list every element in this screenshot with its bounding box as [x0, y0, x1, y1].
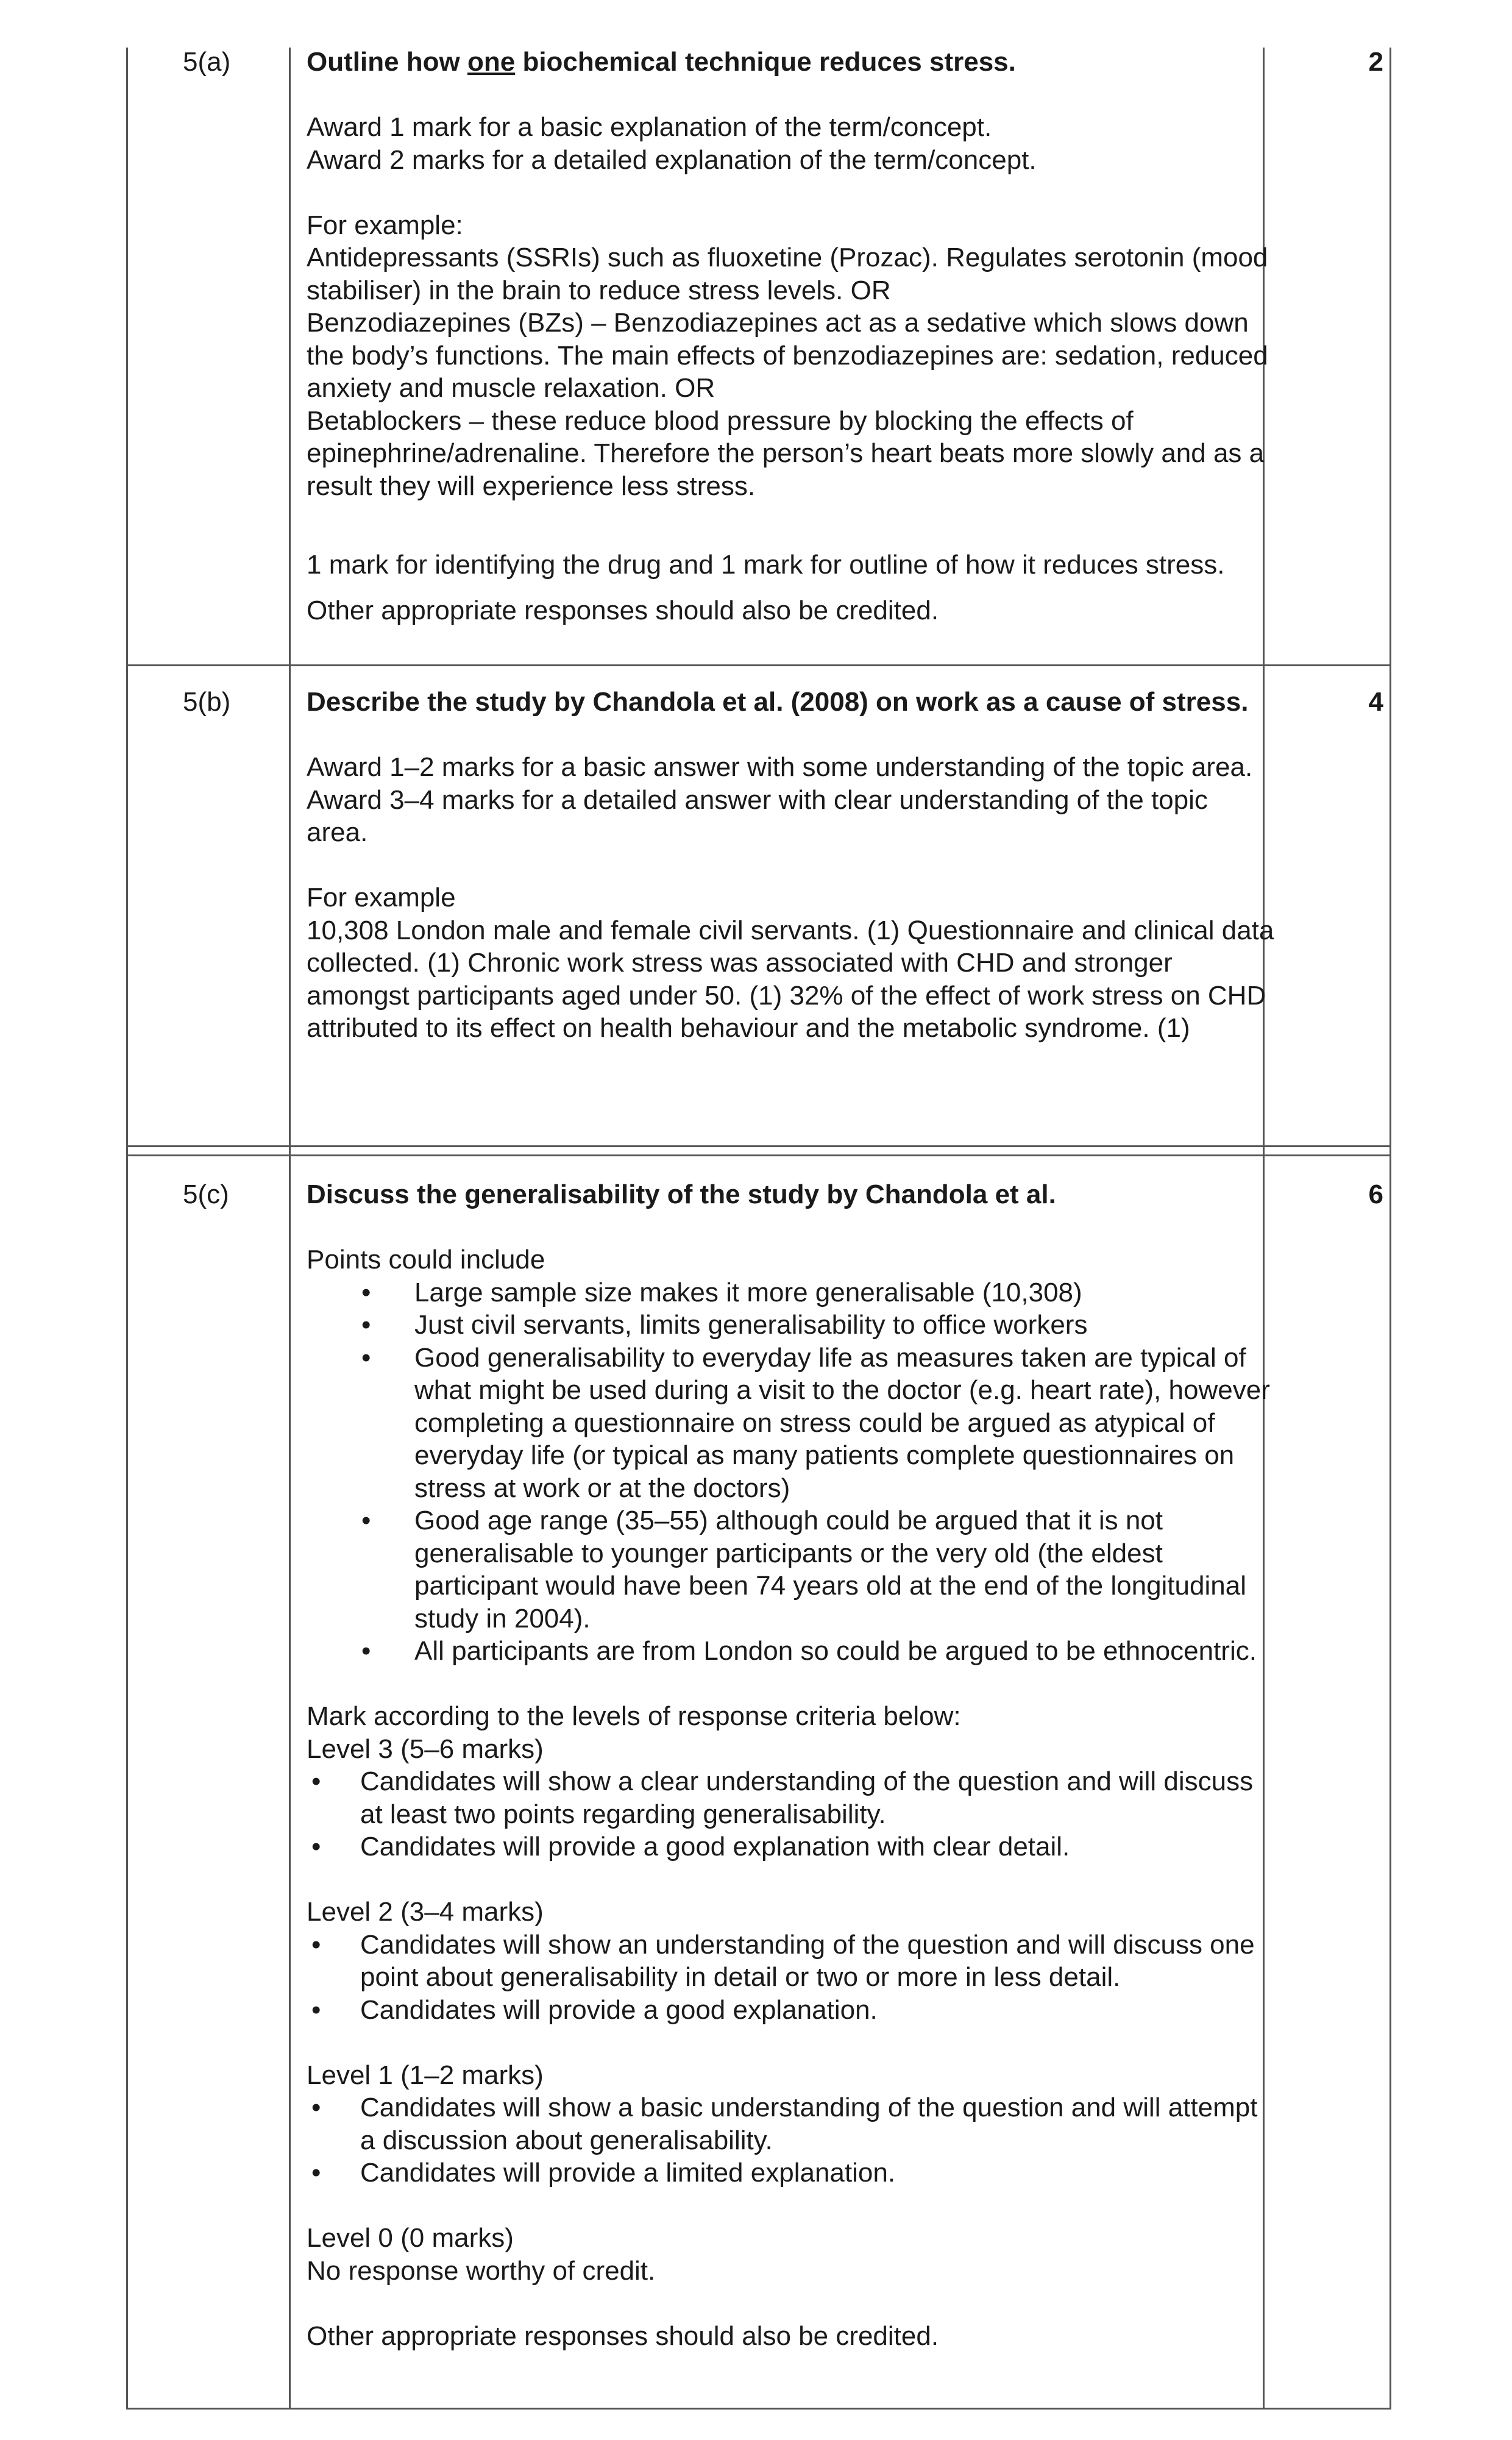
- question-number-5c: 5(c): [183, 1179, 229, 1209]
- criterion-text: Candidates will show a clear understanding of the question and will discuss at least two points regarding generalisability.: [360, 1766, 1254, 1829]
- example-betablockers: Betablockers – these reduce blood pressure by blocking the effects of epinephrine/adrenaline. Therefore the person’s heart beats more slowly and as a result they will experience less stress.: [307, 405, 1265, 501]
- example-text: 10,308 London male and female civil servants. (1) Questionnaire and clinical data collected. (1) Chronic work stress was associated with CHD and stronger amongst participants aged under 50. (1) 32% of the effect of work stress on CHD attributed to its effect on health behaviour and the metabolic syndrome. (1): [307, 915, 1274, 1043]
- criterion-text: Candidates will provide a limited explanation.: [360, 2158, 896, 2188]
- level-criterion: [307, 1929, 1276, 1994]
- marks-5a: 2: [1368, 47, 1383, 77]
- point-text: Good age range (35–55) although could be argued that it is not generalisable to younger participants or the very old (the eldest participant would have been 74 years old at the end of the longitudinal study in 2004).: [414, 1506, 1246, 1634]
- bullet-icon: •: [311, 1994, 321, 2025]
- award-line-1: Award 1 mark for a basic explanation of the term/concept.: [307, 112, 992, 142]
- points-heading: Points could include: [307, 1245, 545, 1275]
- mark-note: 1 mark for identifying the drug and 1 mark for outline of how it reduces stress.: [307, 549, 1225, 580]
- level-criterion: [307, 2157, 1276, 2189]
- other-responses-note: Other appropriate responses should also be credited.: [307, 2321, 939, 2351]
- criterion-text: Candidates will show an understanding of the question and will discuss one point about generalisability in detail or two or more in less detail.: [360, 1929, 1255, 1992]
- point-item: [307, 1276, 1276, 1309]
- point-item: [307, 1342, 1276, 1505]
- bullet-icon: •: [361, 1277, 371, 1307]
- table-border-left: [126, 48, 128, 2410]
- point-item: [307, 1504, 1276, 1635]
- level-criterion: [307, 1830, 1276, 1863]
- bullet-icon: •: [361, 1506, 371, 1535]
- point-text: All participants are from London so could be argued to be ethnocentric.: [414, 1636, 1257, 1666]
- bullet-icon: •: [361, 1342, 371, 1373]
- bullet-icon: •: [361, 1310, 371, 1340]
- answer-cell-5a: [307, 46, 1276, 627]
- criterion-text: Candidates will provide a good explanation.: [360, 1994, 878, 2025]
- bullet-icon: •: [311, 1766, 321, 1796]
- level-0-text: No response worthy of credit.: [307, 2255, 656, 2286]
- level-heading: Level 0 (0 marks): [307, 2223, 514, 2253]
- levels-intro: Mark according to the levels of response criteria below:: [307, 1701, 961, 1731]
- point-item: [307, 1635, 1276, 1668]
- answer-cell-5c: [307, 1178, 1276, 2352]
- point-text: Large sample size makes it more generalisable (10,308): [414, 1277, 1082, 1307]
- award-line-2: Award 2 marks for a detailed explanation of the term/concept.: [307, 144, 1037, 175]
- criterion-text: Candidates will show a basic understanding of the question and will attempt a discussion about generalisability.: [360, 2093, 1258, 2155]
- table-column-divider-question: [289, 48, 291, 2410]
- row-divider-5b-5c-upper: [126, 1145, 1391, 1147]
- question-title-5c: Discuss the generalisability of the study by Chandola et al.: [307, 1179, 1056, 1209]
- criterion-text: Candidates will provide a good explanation with clear detail.: [360, 1832, 1070, 1862]
- award-line-1: Award 1–2 marks for a basic answer with some understanding of the topic area.: [307, 752, 1253, 782]
- bullet-icon: •: [311, 2093, 321, 2122]
- question-number-5b: 5(b): [183, 687, 231, 717]
- marks-5c: 6: [1368, 1179, 1383, 1209]
- row-divider-5a-5b: [126, 664, 1391, 666]
- award-line-2: Award 3–4 marks for a detailed answer with clear understanding of the topic area.: [307, 784, 1208, 847]
- question-title-5b: Describe the study by Chandola et al. (2008) on work as a cause of stress.: [307, 687, 1249, 717]
- point-item: [307, 1309, 1276, 1342]
- other-responses-note: Other appropriate responses should also be credited.: [307, 596, 939, 625]
- level-criterion: [307, 2091, 1276, 2157]
- example-heading: For example:: [307, 210, 463, 240]
- marks-5b: 4: [1368, 687, 1383, 717]
- question-title-5a-pre: Outline how: [307, 47, 467, 77]
- example-benzodiazepines: Benzodiazepines (BZs) – Benzodiazepines act as a sedative which slows down the body’s functions. The main effects of benzodiazepines are: sedation, reduced anxiety and muscle relaxation. OR: [307, 308, 1268, 403]
- example-heading: For example: [307, 883, 456, 912]
- question-title-5a-underlined: one: [467, 47, 516, 77]
- bullet-icon: •: [311, 2158, 321, 2188]
- level-heading: Level 2 (3–4 marks): [307, 1897, 544, 1927]
- point-text: Just civil servants, limits generalisability to office workers: [414, 1310, 1088, 1340]
- question-title-5a-post: biochemical technique reduces stress.: [515, 47, 1016, 77]
- table-border-bottom: [126, 2408, 1391, 2410]
- bullet-icon: •: [361, 1636, 371, 1666]
- answer-cell-5b: [307, 686, 1276, 1045]
- row-divider-5b-5c-lower: [126, 1154, 1391, 1156]
- bullet-icon: •: [311, 1929, 321, 1960]
- level-criterion: [307, 1994, 1276, 2027]
- level-criterion: [307, 1765, 1276, 1830]
- question-number-5a: 5(a): [183, 47, 231, 77]
- bullet-icon: •: [311, 1832, 321, 1862]
- question-title-5a: [307, 46, 1276, 79]
- level-heading: Level 3 (5–6 marks): [307, 1734, 544, 1764]
- level-heading: Level 1 (1–2 marks): [307, 2060, 544, 2090]
- point-text: Good generalisability to everyday life as measures taken are typical of what might be used during a visit to the doctor (e.g. heart rate), however completing a questionnaire on stress could be argued as atypical of everyday life (or typical as many patients complete questionnaires on stress at work or at the doctors): [414, 1342, 1270, 1503]
- example-antidepressants: Antidepressants (SSRIs) such as fluoxetine (Prozac). Regulates serotonin (mood stabiliser) in the brain to reduce stress levels. OR: [307, 243, 1268, 305]
- table-border-right: [1390, 48, 1391, 2410]
